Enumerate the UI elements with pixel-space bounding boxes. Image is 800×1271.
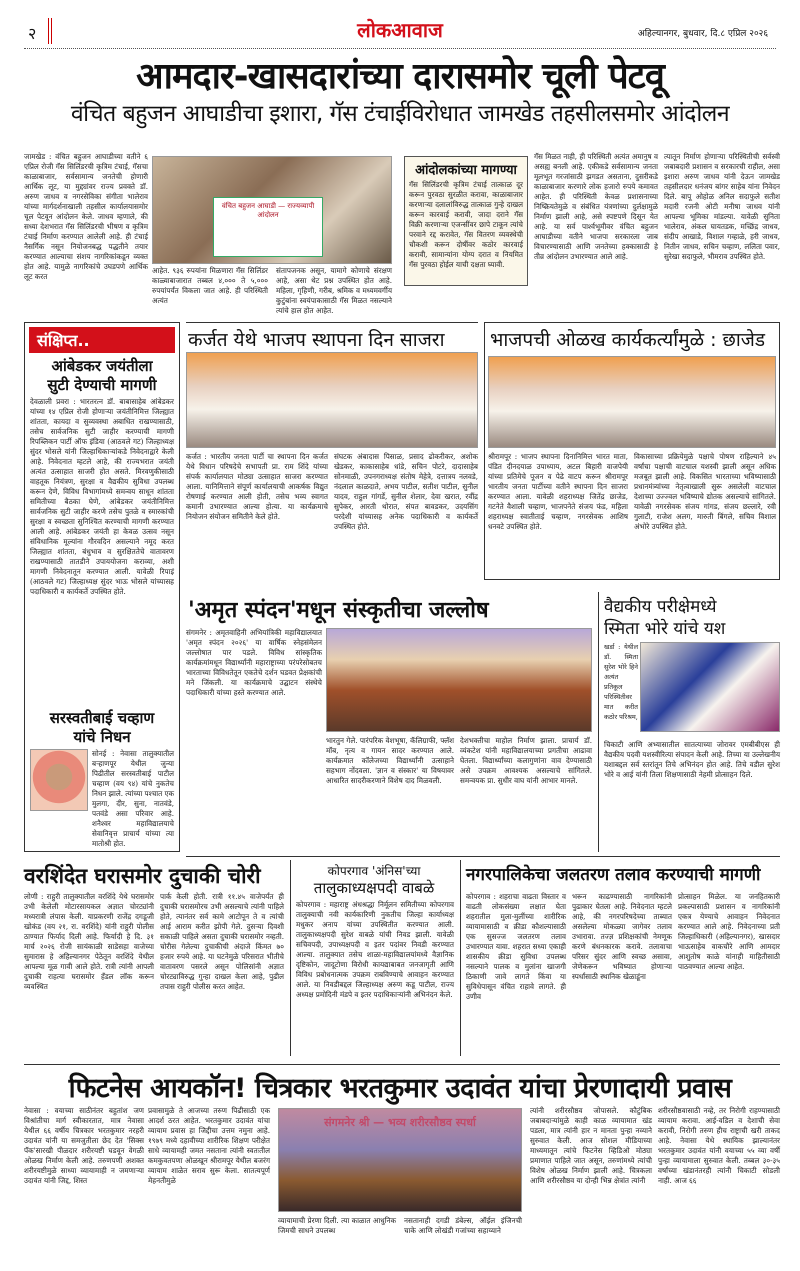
nagarpalika-column-1: कोपरगाव : शहराचा वाढता विस्तार व वाढती लोकसंख्या लक्षात घेता शहरातील मुला-मुलींच्या शारीरिक व्यायामासाठी व क्रीडा कौशल्यासाठी एक सुसज्ज जलतरण तलाव उभारण्यात यावा. शहरात सध्या एकाही शासकीय क्रीडा सुविधा उपलब्ध नसल्याने पालक व मुलांना खाजगी ठिकाणी जावे लागते किंवा या सुविधेपासून वंचित राहावे लागते. ही उणीव xyxy=(466,892,566,1001)
fitness-column-1: नेवासा : वयाच्या साठीनंतर बहुतांश जण विश्रांतीचा मार्ग स्वीकारतात, मात्र नेवासा येथील ६६ वर्षीय चित्रकार भरतकुमार नरहरी उदावंत यांनी या समजुतीला छेद देत 'सिक्स पॅक'सारखी पीळदार शरीरयष्टी घडवून वेगळी ओळख निर्माण केली आहे. तरुणपणी अशक्त शरीरयष्टीमुळे साध्या व्यायामाही न जमणाऱ्या उदावंत यांनी जिद्द, शिस्त xyxy=(24,1106,144,1185)
varshinde-title: वरशिंदेत घरासमोर दुचाकी चोरी xyxy=(24,864,261,888)
anis-title-1: कोपरगाव 'अंनिस'च्या xyxy=(327,864,421,878)
chhajed-column-2: विकासाच्या प्रक्रियेमुळे पक्षाचे पोषण राहिल्याने ४५ वर्षांचा पक्षाची वाटचाल यशस्वी झाली असून अधिक मजबूत झाली आहे. विकसित भारताच्या भविष्यासाठी प्रधानमंत्र्यांच्या नेतृत्वाखाली सुरू असलेली वाटचाल देशाच्या उज्ज्वल भविष्याचे द्योतक असल्याचे सांगितले. यावेळी नगरसेवक संजय गांगड, संजय छल्लारे, रवी गुलाटी, राजेश अलग, मारुती बिंगले, सचिव विशाल अंभोरे उपस्थित होते. xyxy=(634,452,776,531)
brief-sidebar xyxy=(24,322,180,852)
obituary-photo xyxy=(30,749,88,811)
karjat-photo xyxy=(186,352,478,448)
page-number: २ xyxy=(28,24,37,43)
chhajed-title: भाजपची ओळख कार्यकर्त्यांमुळे : छाजेड xyxy=(490,329,766,351)
smita-title-2: स्मिता भोरे यांचे यश xyxy=(604,619,726,639)
header-rule xyxy=(24,48,776,49)
brief-item1-title-1: आंबेडकर जयंतीला xyxy=(51,357,153,375)
varshinde-column-1: लोणी : राहुरी तालुक्यातील वरशिंदे येथे घरासमोर उभी केलेली मोटारसायकल अज्ञात चोरट्यांनी मध्यरात्री लंपास केली. याप्रकरणी राजेंद्र दगडूजी खोकंड (वय २१, रा. वरशिंदे) यांनी राहुरी पोलीस ठाण्यात फिर्याद दिली आहे. फिर्यादी हे दि. ३१ मार्च २०२६ रोजी सायंकाळी साडेसहा वाजेच्या सुमारास हे अहिल्यानगर पेठेतून वरशिंदे येथील आपल्या मूळ गावी आले होते. रात्री त्यांनी आपली दुचाकी राहत्या घरासमोर हँडल लॉक करून व्यवस्थित xyxy=(24,892,154,991)
lead-photo-caption-b: संतापजनक असून, यामागे कोणाचे संरक्षण आहे, असा थेट प्रश्न उपस्थित होत आहे. महिला, गृहिणी, गरीब, श्रमिक व मध्यमवर्गीय कुटुंबांना स्वयंपाकासाठी गॅस मिळत नसल्याने त्यांचे हाल होत आहेत. xyxy=(276,266,392,315)
fitness-title: फिटनेस आयकॉन! चित्रकार भरतकुमार उदावंत यांचा प्रेरणादायी प्रवास xyxy=(68,1073,732,1104)
karjat-title: कर्जत येथे भाजप स्थापना दिन साजरा xyxy=(188,329,445,351)
smita-text-side: खर्डा : येथील डॉ. स्मिता सुरेश भोरे हिने अत्यंत प्रतिकूल परिस्थितीवर मात करीत कठोर परिश्रम, xyxy=(604,643,638,721)
lead-headline: आमदार-खासदारांच्या दारासमोर चूली पेटवू xyxy=(136,56,664,97)
photo-banner: वंचित बहुजन आघाडी — राज्यव्यापी आंदोलन xyxy=(213,197,323,257)
anis-title-2: तालुकाध्यक्षपदी वाबळे xyxy=(313,879,435,897)
fitness-column-4: शरीरसौष्ठवासाठी नव्हे, तर निरोगी राहण्यासाठी व्यायाम करावा. आई-वडिल व देशाची सेवा करावी, निरोगी तरुण हीच राष्ट्राची खरी ताकद आहे. नेवासा येथे स्थायिक झाल्यानंतर भरतकुमार उदावंत यांनी वयाच्या ५५ व्या वर्षी पुन्हा व्यायामाला सुरुवात केली. तब्बल ३०-३५ वर्षांच्या खंडानंतरही त्यांनी चिकाटी सोडली नाही. आज ६६ xyxy=(658,1106,780,1185)
smita-title-1: वैद्यकीय परीक्षेमध्ये xyxy=(604,597,717,617)
brief-item2-title-1: सरस्वतीबाई चव्हाण xyxy=(49,709,155,727)
lead-photo-caption-a: आहेत. ९३६ रुपयांना मिळणारा गॅस सिलिंडर काळ्याबाजारात तब्बल ४,००० ते ५,००० रुपयांपर्यंत विकला जात आहे. ही परिस्थिती अत्यंत xyxy=(152,266,268,305)
nagarpalika-column-2: भरून काढण्यासाठी नागरिकांनी पुढाकार घेतला आहे. निवेदनात म्हटले आहे, की नगरपरिषदेच्या ताब्यात असलेल्या मोकळ्या जागेवर तलाव उभारावा. तज्ज्ञ प्रशिक्षकांची नेमणूक करणे बंधनकारक करावे. तलावाचा परिसर सुंदर आणि स्वच्छ असावा, जेणेकरून भविष्यात होणाऱ्या स्पर्धांसाठी स्थानिक खेळाडूंना xyxy=(572,892,672,981)
lead-column-4: गॅस मिळत नाही, ही परिस्थिती अत्यंत अमानुष व असह्य बनली आहे. एकीकडे सर्वसामान्य जनता मूलभूत गरजांसाठी झगडत असताना, दुसरीकडे काळाबाजार करणारे लोक हजारो रुपये कमावत आहेत. ही परिस्थिती केवळ प्रशासनाच्या निष्क्रियतेमुळे व संबंधित यंत्रणांच्या दुर्लक्षामुळे निर्माण झाली आहे, असे स्पष्टपणे दिसून येत आहे. या सर्व पार्श्वभूमीवर वंचित बहुजन आघाडीच्या वतीने भाजपा सरकारला जाब विचारण्यासाठी आणि जनतेच्या हक्कासाठी हे तीव्र आंदोलन उभारण्यात आले आहे. xyxy=(534,152,658,261)
anis-text: कोपरगाव : महाराष्ट्र अंधश्रद्धा निर्मूलन समितीच्या कोपरगाव तालुक्याची नवी कार्यकारिणी नुकतीच जिल्हा कार्याध्यक्ष मधुकर अनाप यांच्या उपस्थितीत करण्यात आली. तालुकाध्यक्षपदी सुरेश वाबळे यांची निवड झाली. यावेळी सचिवपदी, उपाध्यक्षपदी व इतर पदांवर निवडी करण्यात आल्या. तालुक्यात तसेच शाळा-महाविद्यालयांमध्ये वैज्ञानिक दृष्टिकोन, जादूटोणा विरोधी कायद्याबाबत जनजागृती आणि विविध प्रबोधनात्मक उपक्रम राबविण्याचे आवाहन करण्यात आले. या निवडीबद्दल जिल्हाध्यक्ष अरुण कडू पाटील, राज्य अध्यक्ष प्रमोदिनी मंडपे व इतर पदाधिकाऱ्यांनी अभिनंदन केले. xyxy=(296,900,454,999)
brief-item2-text: सोनई : नेवासा तालुक्यातील बऱ्हाणपूर येथील जुन्या पिढीतील सरस्वतीबाई पाटील चव्हाण (वय ९४) यांचे नुकतेच निधन झाले. त्यांच्या पश्चात एक मुलगा, दीर, सुना, नातवंडे, पतवंडे असा परिवार आहे. शनैश्वर महाविद्यालयाचे सेवानिवृत्त प्राचार्य यांच्या त्या मातोश्री होत. xyxy=(92,749,174,848)
lead-photo-protest xyxy=(152,156,392,264)
smita-text: चिकाटी आणि अभ्यासातील सातत्याच्या जोरावर एमबीबीएस ही वैद्यकीय पदवी यशस्वीरित्या संपादन केली आहे. तिच्या या उल्लेखनीय यशाबद्दल सर्व स्तरांतून तिचे अभिनंदन होत आहे. तिचे वडील सुरेश भोरे व आई यांनी तिला शिक्षणासाठी नेहमी प्रोत्साहन दिले. xyxy=(604,740,780,779)
karjat-rule xyxy=(186,322,478,323)
amrut-title: 'अमृत स्पंदन'मधून संस्कृतीचा जल्लोष xyxy=(188,598,489,623)
fitness-column-2: प्रवासामुळे ते आजच्या तरुण पिढीसाठी एक आदर्श ठरत आहेत. भरतकुमार उदावंत यांचा व्यायाम प्रवास हा जिद्दीचा उत्तम नमुना आहे. १९७९ मध्ये दहावीच्या शारीरिक शिक्षण परीक्षेत साधे व्यायामही जमत नसताना त्यांनी स्वतःतील कमकुवतपणा ओळखून श्रीरामपूर येथील बजरंग व्यायाम शाळेत सराव सुरू केला. सातत्यपूर्ण मेहनतीमुळे xyxy=(148,1106,270,1185)
brief-item1-title-2: सुटी देण्याची मागणी xyxy=(47,376,157,394)
row-rule-2 xyxy=(24,1064,780,1065)
nagarpalika-title: नगरपालिकेचा जलतरण तलाव करण्याची मागणी xyxy=(466,865,761,885)
karjat-column-1: कर्जत : भारतीय जनता पार्टी चा स्थापना दिन कर्जत येथे विधान परिषदेचे सभापती प्रा. राम शिंदे यांच्या संपर्क कार्यालयात मोठ्या उत्साहात साजरा करण्यात आला. यानिमित्ताने संपूर्ण कार्यालयाची आकर्षक विद्युत रोषणाई करण्यात आली होती, तसेच भव्य स्वागत कमानी उभारण्यात आल्या होत्या. या कार्यक्रमाचे नियोजन संयोजन समितीने केले होते. xyxy=(186,452,328,521)
varshinde-column-2: पार्क केली होती. रात्री ११.४५ वाजेपर्यंत ही दुचाकी घरासमोरच उभी असल्याचे त्यांनी पाहिले होते, त्यानंतर सर्व कामे आटोपून ते व त्यांची आई आराम करीत झोपी गेले. दुसऱ्या दिवशी सकाळी पाहिले असता दुचाकी घरासमोर नव्हती. चोरीस गेलेल्या दुचाकीची अंदाजे किंमत ७० हजार रुपये आहे. या घटनेमुळे परिसरात भीतीचे वातावरण पसरले असून पोलिसांनी अज्ञात चोरट्याविरुद्ध गुन्हा दाखल केला आहे, पुढील तपास राहुरी पोलीस करत आहेत. xyxy=(160,892,284,991)
demands-box-text: गॅस सिलिंडरची कृत्रिम टंचाई तात्काळ दूर करून पुरवठा सुरळीत करावा, काळाबाजार करणाऱ्या दलालांविरुद्ध तात्काळ गुन्हे दाखल करून कारवाई करावी, जादा दराने गॅस विक्री करणाऱ्या एजन्सींवर छापे टाकून त्यांचे परवाने रद्द करावेत, गॅस वितरण व्यवस्थेची चौकशी करून दोषींवर कठोर कारवाई करावी, सामान्यांना योग्य दरात व नियमित गॅस पुरवठा होईल याची दक्षता घ्यावी. xyxy=(409,180,523,269)
amrut-column-2: भारतुन गेले. पारंपरिक वेशभूषा, कॅलिग्राफी, फ्लॅश मॉब, नृत्य व गायन सादर करण्यात आले. कार्यक्रमात कॉलेजच्या विद्यार्थ्यांनी उत्साहाने सहभाग नोंदवला. 'ज्ञान व संस्कार' या विषयावर आधारित सादरीकरणाने विशेष दाद मिळवली. xyxy=(326,736,454,785)
smita-divider xyxy=(598,592,599,852)
amrut-column-3: देशभक्तीचा माहोल निर्माण झाला. प्राचार्य डॉ. व्यंकटेश यांनी महाविद्यालयाच्या प्रगतीचा आढावा घेतला. विद्यार्थ्यांच्या कलागुणांना वाव देण्यासाठी असे उपक्रम आवश्यक असल्याचे सांगितले. समन्वयक प्रा. सुधीर वाघ यांनी आभार मानले. xyxy=(460,736,592,785)
fitness-photo-banner: संगमनेर श्री — भव्य शरीरसौष्ठव स्पर्धा xyxy=(324,1116,476,1129)
lead-column-1: जामखेड : वंचित बहुजन आघाडीच्या वतीने ६ एप्रिल रोजी गॅस सिलिंडरची कृत्रिम टंचाई, गॅसचा काळाबाजार, सर्वसामान्य जनतेची होणारी आर्थिक लूट, या मुद्द्यांवर राज्य प्रवक्ते डॉ. अरुण जाधव व नगरसेविका संगीता भालेराव यांच्या मार्गदर्शनाखाली तहसील कार्यालयासमोर चूल पेटवून आंदोलन केले. जाधव म्हणाले, की सध्या देशभरात गॅस सिलिंडरची भीषण व कृत्रिम टंचाई निर्माण करण्यात आलेली आहे. ही टंचाई नैसर्गिक नसून नियोजनबद्ध पद्धतीने तयार करण्यात आल्याचा संशय नागरिकांकडून व्यक्त होत आहे. यामुळे नागरिकांचे उघडपणे आर्थिक लूट करत xyxy=(24,152,148,281)
amrut-column-1: संगमनेर : अमृतवाहिनी अभियांत्रिकी महाविद्यालयात 'अमृत स्पंदन २०२६' या वार्षिक स्नेहसंमेलन जल्लोषात पार पडले. विविध सांस्कृतिक कार्यक्रमांमधून विद्यार्थ्यांनी महाराष्ट्राच्या परंपरेसोबतच भारताच्या विविधतेतून एकतेचे दर्शन घडवत प्रेक्षकांची मने जिंकली. या कार्यक्रमाचे उद्घाटन संस्थेचे पदाधिकारी यांच्या हस्ते करण्यात आले. xyxy=(186,628,322,697)
smita-photo xyxy=(640,642,780,732)
row-rule-1 xyxy=(186,856,780,857)
fitness-column-3: त्यांनी शरीरसौष्ठव जोपासले. कौटुंबिक जबाबदाऱ्यांमुळे काही काळ व्यायामात खंड पडला, मात्र त्यांनी हार न मानता पुन्हा नव्याने सुरुवात केली. आज सोशल मीडियाच्या माध्यमातून त्यांचे फिटनेस व्हिडिओ मोठ्या प्रमाणात पाहिले जात असून, तरुणांमध्ये त्यांची विशेष ओळख निर्माण झाली आहे. चित्रकला आणि शरीरसौष्ठव या दोन्ही भिन्न क्षेत्रांत त्यांनी xyxy=(530,1106,652,1185)
amrut-photo xyxy=(326,628,592,732)
brief-item1-text: देवळाली प्रवरा : भारतरत्न डॉ. बाबासाहेब आंबेडकर यांच्या १४ एप्रिल रोजी होणाऱ्या जयंतीनिमित्त जिल्ह्यात शांतता, कायदा व सुव्यवस्था अबाधित राखण्यासाठी, तसेच सार्वजनिक सुटी जाहीर करण्याची मागणी रिपब्लिकन पार्टी ऑफ इंडिया (आठवले गट) जिल्हाध्यक्ष सुंदर भोसले यांनी जिल्हाधिकाऱ्यांकडे निवेदनाद्वारे केली आहे. निवेदनात म्हटले आहे, की राज्यभरात जयंती अत्यंत उत्साहात साजरी होत असते. मिरवणुकीसाठी वाहतूक नियंत्रण, सुरक्षा व वैद्यकीय सुविधा उपलब्ध करून देणे, विविध विभागांमध्ये समन्वय साधून शांतता समितीच्या बैठका घेणे, आंबेडकर जयंतीनिमित्त सार्वजनिक सुटी जाहीर करणे तसेच पुतळे व स्मारकांची सुरक्षा व स्वच्छता सुनिश्चित करण्याची मागणी करण्यात आली आहे. आंबेडकर जयंती हा केवळ उत्सव नसून संविधानिक मूल्यांना गौरवदिन असल्याने नमूद करत जिल्ह्यात शांतता, बंधुभाव व सुरक्षिततेचे वातावरण राखण्यासाठी तातडीने उपाययोजना कराव्या, अशी मागणी निवेदनातून करण्यात आली. यावेळी रिपाइं (आठवले गट) जिल्हाध्यक्ष सुंदर भाऊ भोसले यांच्यासह पदाधिकारी व कार्यकर्ते उपस्थित होते. xyxy=(30,397,174,596)
masthead-logo: लोकआवाज xyxy=(357,18,443,42)
lead-column-5: त्यातून निर्माण होणाऱ्या परिस्थितीची सर्वस्वी जबाबदारी प्रशासन व सरकारची राहील, असा इशारा अरुण जाधव यांनी देऊन जामखेड तहसीलदार धनंजय बांगर साहेब यांना निवेदन दिले. बापू ओहोळ अनिल सदाफुले सतीश मदारी रजनी ओटी मनीषा जाधव यांनी आपल्या भूमिका मांडल्या. यावेळी सुनिता भालेराव, अंकल घायतडक, मच्छिंद्र जाधव, संदीप आखाडे, विशाल गव्हाळे, हरी जाधव, नितीन जाधव, सचिन चव्हाण, ललिता पवार, सुरेखा सदाफुले, भीमराव उपस्थित होते. xyxy=(664,152,780,261)
demands-box xyxy=(404,156,528,286)
anis-divider-left xyxy=(290,860,291,1056)
karjat-column-2: संघटक अंबादास पिसाळ, प्रसाद ढोकरीकर, अशोक खेडकर, काकासाहेब धांडे, सचिन पोटरे, दादासाहेब सोनमाळी, उपनगराध्यक्ष संतोष मेहेत्रे, दत्तात्रय नलवडे, नंदलाल काळदाते, अभय पाटील, सतीश पाटील, सुनील यादव, राहुल गांगर्डे, सुनील शेलार, देवा खरात, रवींद्र सुपेकर, आरती थोरात, संपत बावडकर, उदयसिंग परदेशी यांच्यासह अनेक पदाधिकारी व कार्यकर्ते उपस्थित होते. xyxy=(334,452,478,531)
demands-box-title: आंदोलकांच्या मागण्या xyxy=(415,163,517,178)
chhajed-photo xyxy=(488,356,776,448)
anis-divider-right xyxy=(460,860,461,1056)
dateline: अहिल्यानगर, बुधवार, दि.८ एप्रिल २०२६ xyxy=(637,29,768,39)
fitness-photo xyxy=(278,1108,522,1212)
chhajed-column-1: श्रीरामपूर : भाजप स्थापना दिनानिमित्त भारत माता, पंडित दीनदयाळ उपाध्याय, अटल बिहारी वाजपेयी यांच्या प्रतिमेचे पूजन व पेढे वाटप करून श्रीरामपूर भारतीय जनता पार्टीच्या वतीने स्थापना दिन साजरा करण्यात आला. यावेळी शहराध्यक्ष जितेंद्र छाजेड, गटनेते वैशाली चव्हाण, भाजपनेते संजय फंड, महिला शहराध्यक्ष स्वातीताई चव्हाण, नगरसेवक आशिष धनवटे उपस्थित होते. xyxy=(488,452,628,531)
fitness-photo-caption-a: व्यायामाची प्रेरणा दिली. त्या काळात आधुनिक जिमची साधने उपलब्ध xyxy=(278,1216,396,1235)
fitness-photo-caption-b: नसतानाही दगडी डंबेल्स, ऑईल इंजिनची चाके आणि लोखंडी गजांच्या सहाय्याने xyxy=(404,1216,522,1235)
brief-item2-title-2: यांचे निधन xyxy=(73,728,131,746)
brief-label: संक्षिप्त.. xyxy=(29,327,175,353)
lead-subheadline: वंचित बहुजन आघाडीचा इशारा, गॅस टंचाईविरोधात जामखेड तहसीलसमोर आंदोलन xyxy=(70,101,730,127)
nagarpalika-column-3: प्रोत्साहन मिळेल. या जनहितकारी प्रकल्पासाठी प्रशासन व नागरिकांनी एकत्र येण्याचे आवाहन निवेदनात करण्यात आले आहे. निवेदनाच्या प्रती जिल्हाधिकारी (अहिल्यानगर), खासदार भाऊसाहेब वाकचौरे आणि आमदार आशुतोष काळे यांनाही माहितीसाठी पाठवण्यात आल्या आहेत. xyxy=(678,892,780,971)
